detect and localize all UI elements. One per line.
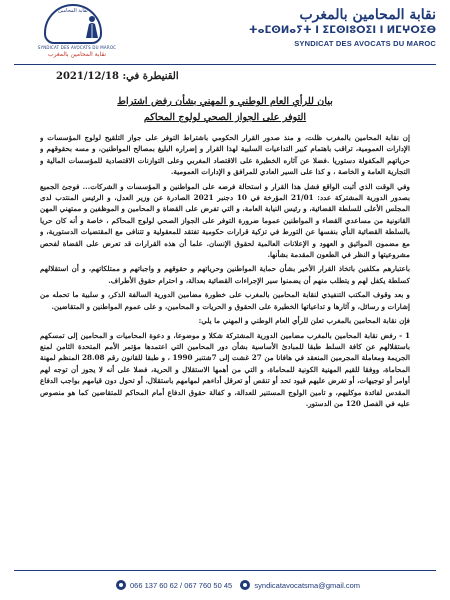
syndicate-logo [28, 4, 126, 62]
logo-arabic-text: نقابة المحامين بالمغرب [47, 51, 107, 58]
org-name-french: SYNDICAT DES AVOCATS DU MAROC [294, 39, 436, 48]
email-icon [240, 580, 250, 590]
email-address: syndicatavocatsma@gmail.com [254, 580, 360, 590]
paragraph-6: 1 - رفض نقابة المحامين بالمغرب مضامين الدورية المشتركة شكلا و موضوعا، و دعوة المحاميات و المحامين إلى تمسكهم باستقلالهم عن كافة السلط طبقا للمبادئ الأساسية بشأن دور المحامين التي اعتمدها مؤتمر الأمم المتحدة الثامن لمنع الجريمة ومعاملة المجرمين المنعقد في هافانا من 27 غشت إلى 7شتنبر 1990 ، و طبقا للقانون رقم 28.08 المنظم لمهنة المحاماة، ووفقا للقيم المهنية الكونية للمحاماة، و التي من أهمها الاستقلال و الحرية، فضلا على أنه لا يجوز أن توجه لهم أوامر أو توجيهات، أو تفرض عليهم قيود تحد أو تنقص أو تعرقل أداءهم لمهامهم باستقلال، أو تحول دون قيامهم بواجب الدفاع المقدس لفائدة موكليهم، و تامين الولوج المستنير للعدالة، و كفالة حقوق الدفاع أمام المحاكم للمتقاضين كما هو منصوص عليه في الفصل 120 من الدستور. [40, 330, 410, 408]
letterhead [0, 0, 450, 66]
phone-numbers: 066 137 60 62 / 067 760 50 45 [130, 580, 233, 590]
org-name-tifinagh: ⵜⴰⵎⵙⵍⴰⵢⵜ ⵏ ⵉⵎⵙⵏⵓⵔⵉⵏ ⵏ ⵍⵎⵖⵔⵉⴱ [248, 25, 436, 36]
org-name-arabic: نقابة المحامين بالمغرب [299, 7, 436, 23]
robed-figure-icon [83, 15, 101, 39]
paragraph-3: باعتبارهم مكلفين باتخاذ القرار الأخير بشأن حماية المواطنين وحرياتهم و حقوقهم و واجباتهم و ممتلكاتهم، و أن استقلالهم كسلطة يكفل لهم و يتطلب منهم أن يضمنوا سير الإجراءات القضائية بعدالة، و احترام حقوق الأطراف. [40, 264, 410, 285]
contact-phone [112, 580, 232, 590]
phone-icon [116, 580, 126, 590]
document-body [40, 132, 410, 562]
header-divider [14, 64, 436, 65]
footer-divider [14, 570, 436, 571]
letterhead-footer [0, 566, 450, 600]
document-date: القنيطرة في: 2021/12/18 [56, 71, 179, 82]
logo-emblem [44, 4, 102, 44]
logo-french-text: SYNDICAT DES AVOCATS DU MAROC [37, 45, 117, 50]
paragraph-4: و بعد وقوف المكتب التنفيذي لنقابة المحامين بالمغرب على خطورة مضامين الدورية السالفة الذكر، و سلبية ما تحمله من إشارات و رسائل، و آثارها و تداعياتها الخطيرة على الحقوق و الحريات و المحامين، و على عموم المواطنين و المتقاضين. [40, 290, 410, 311]
contact-email [236, 580, 360, 590]
paragraph-1: إن نقابة المحامين بالمغرب ظلت، و منذ صدور القرار الحكومي باشتراط التوفر على جواز التلقيح لولوج المؤسسات و الإدارات العمومية، تراقب باهتمام كبير التداعيات السلبية لهذا القرار و إضراره البليغ بمصالح المواطنين، و مسه بحقوقهم و حرياتهم المكفولة دستوريا .فضلا عن آثاره الخطيرة على الاقتصاد المغربي وعلى التوازنات الاقتصادية للمؤسسات المالية و التجارية العامة و الخاصة ، و كذا على السير العادي للمرافق و الإدارات العمومية. [40, 133, 410, 177]
paragraph-5: فإن نقابة المحامين بالمغرب تعلن للرأي العام الوطني و المهني ما يلي: [198, 316, 410, 326]
title-line-2: التوفر على الجواز الصحي لولوج المحاكم [143, 112, 307, 123]
logo-ring-text: نقابة المحامين [58, 8, 88, 14]
paragraph-2: وفي الوقت الذي أثبت الواقع فشل هذا القرار و استحالة فرضه على المواطنين و المؤسسات و الشركات... فوجئ الجميع بصدور الدورية المشتركة عدد: 21/01 المؤرخة في 10 دجنبر 2021 الصادرة عن وزير العدل، و الرئيس المنتدب لدى المجلس الأعلى للسلطة القضائية، و رئيس النيابة العامة، و التي تفرض على القضاة و المحامين و الموظفين و ممتهني المهن القانونية من مساعدي القضاء و المواطنين عموما ضرورة التوفر على الجواز الصحي لولوج المحاكم ، خاصة و أنه كان حريا بالسلطة القضائية النأي بنفسها عن التورط في تزكية قرارات حكومية تفتقد للمعقولية و تتنافى مع المقتضيات الدستورية، و مع مضمون المواثيق و العهود و الإعلانات العالمية لحقوق الإنسان. علما أن هذه القرارات قد تعرض على القضاة لفحص مشروعيتها و النظر في الطعون المقدمة بشأنها. [40, 181, 410, 260]
document-title [60, 94, 390, 126]
title-line-1: بيان للرأي العام الوطني و المهني بشأن رفض اشتراط [117, 96, 333, 107]
organization-name [236, 6, 436, 49]
